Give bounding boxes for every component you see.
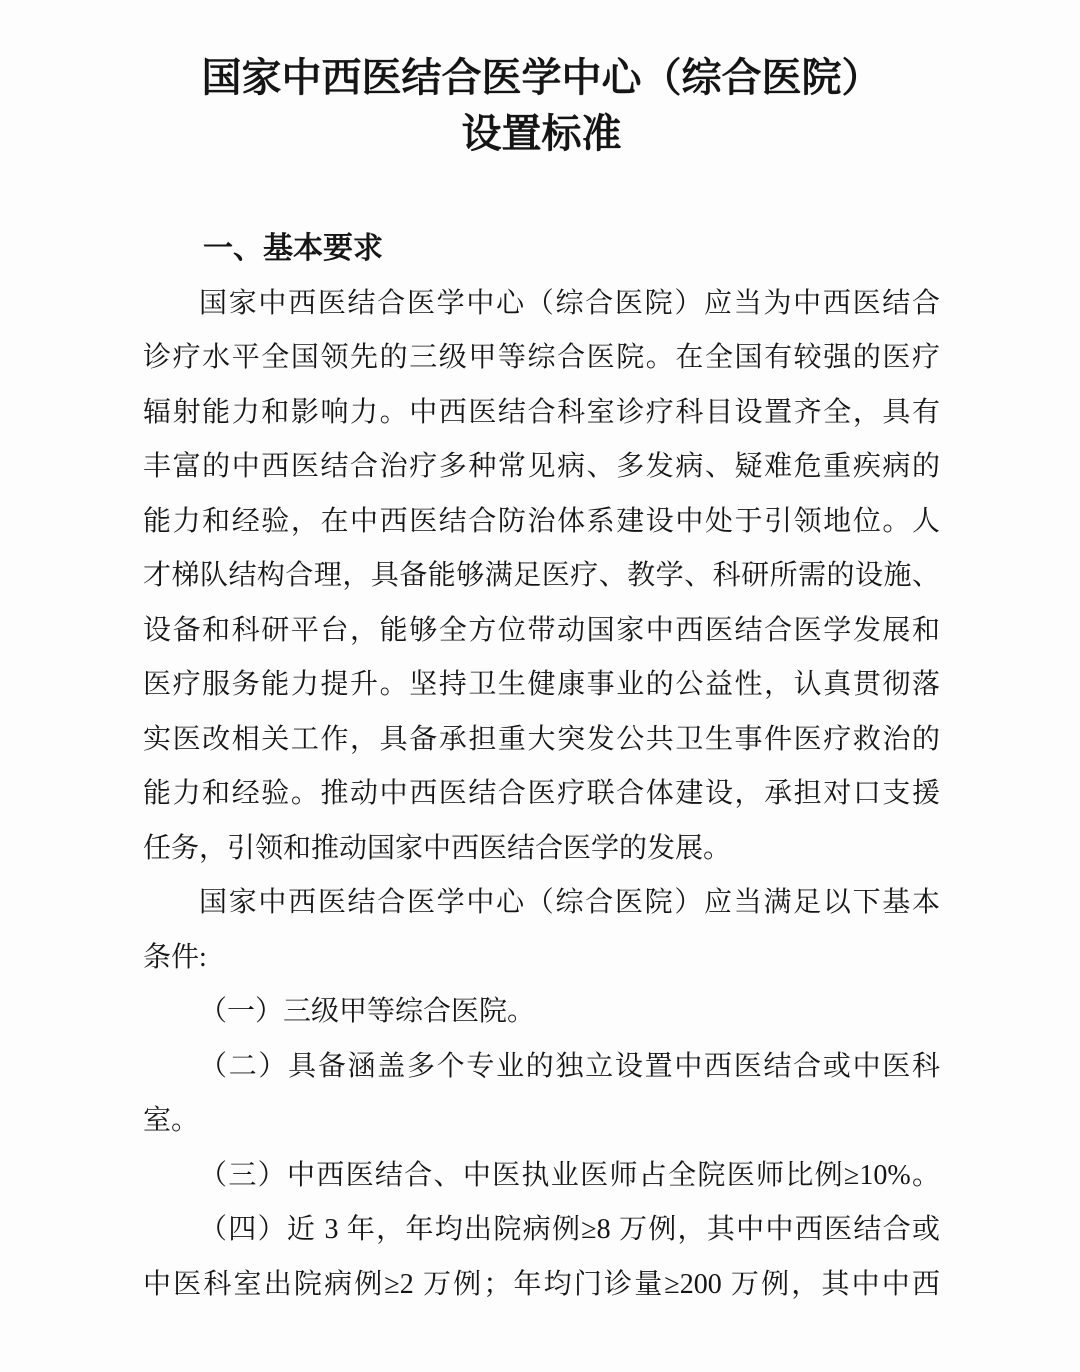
paragraph: [143, 1149, 940, 1204]
body-line: 才梯队结构合理，具备能够满足医疗、教学、科研所需的设施、: [143, 560, 940, 591]
paragraph: [143, 277, 940, 877]
document-body: [143, 277, 940, 1313]
body-line: 实医改相关工作，具备承担重大突发公共卫生事件医疗救治的: [143, 723, 940, 755]
paragraph: [143, 876, 940, 985]
body-line: 设备和科研平台，能够全方位带动国家中西医结合医学发展和: [143, 614, 940, 646]
document-title-line-2: 设置标准: [461, 111, 622, 156]
body-line: 丰富的中西医结合治疗多种常见病、多发病、疑难危重疾病的: [143, 451, 940, 482]
body-line: 条件:: [143, 941, 207, 973]
body-line: （一）三级甲等综合医院。: [199, 996, 536, 1027]
body-line: 中医科室出院病例≥2 万例；年均门诊量≥200 万例，其中中西: [143, 1268, 940, 1300]
document-title-line-1: 国家中西医结合医学中心（综合医院）: [201, 55, 882, 100]
body-line: 医疗服务能力提升。坚持卫生健康事业的公益性，认真贯彻落: [143, 669, 940, 700]
body-line: 能力和经验，在中西医结合防治体系建设中处于引领地位。人: [143, 505, 940, 537]
body-line: 能力和经验。推动中西医结合医疗联合体建设，承担对口支援: [143, 778, 940, 809]
paragraph: [143, 985, 940, 1040]
body-line: 国家中西医结合医学中心（综合医院）应当为中西医结合: [199, 287, 940, 319]
section-heading-basic-requirements: 一、基本要求: [203, 232, 383, 265]
body-line: 国家中西医结合医学中心（综合医院）应当满足以下基本: [199, 887, 940, 918]
paragraph: [143, 1203, 940, 1312]
body-line: （四）近 3 年，年均出院病例≥8 万例，其中中西医结合或: [199, 1214, 940, 1245]
body-line: （三）中西医结合、中医执业医师占全院医师比例≥10%。: [199, 1159, 940, 1191]
paragraph: [143, 1040, 940, 1149]
body-line: 诊疗水平全国领先的三级甲等综合医院。在全国有较强的医疗: [143, 342, 940, 373]
body-line: 室。: [143, 1105, 200, 1136]
body-line: 辐射能力和影响力。中西医结合科室诊疗科目设置齐全，具有: [143, 396, 940, 428]
document-title: [143, 50, 940, 162]
body-line: 任务，引领和推动国家中西医结合医学的发展。: [143, 832, 732, 864]
body-line: （二）具备涵盖多个专业的独立设置中西医结合或中医科: [199, 1050, 940, 1082]
